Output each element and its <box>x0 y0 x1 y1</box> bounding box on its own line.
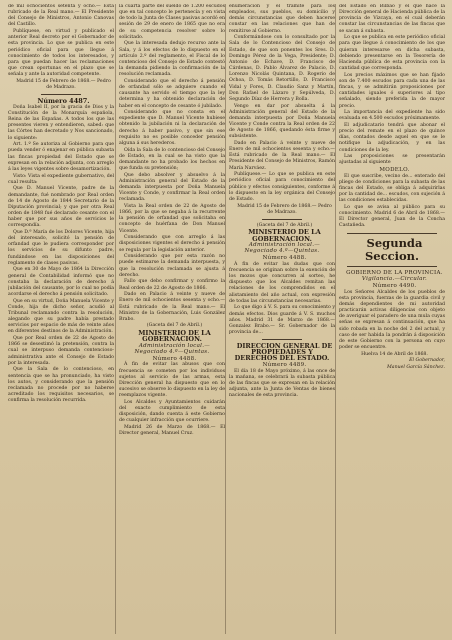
divider <box>347 266 437 267</box>
col4-modelo: MODELO. <box>379 167 410 174</box>
col4-gob: GOBIERNO DE LA PROVINCIA. <box>346 269 443 276</box>
col2-body-1: la cuarta parte del sueldo de 1.200 escudos que en tal concepto le pertenecía y en vista de todo la Junta de Clases pasivas acordó en sesión de 29 de enero de 1865 que no era de su competencia resolver sobre lo solicitado. <box>119 4 225 40</box>
col1-body-9: Que la Sala de lo contencioso, en sentencia que se ha pronunciado, ha visto los autos, y considerando que la pensión reclamada no procede por no haberse acreditado los requisitos necesarios, se confirma la resolución recurrida. <box>8 367 114 404</box>
col3-body-4: Dado en Palacio á veinte y nueve de Enero de mil ochocientos sesenta y ocho.— Está rubricado de la Real mano.— El Presidente del Consejo de Ministros, Ramón María Narváez. <box>229 140 335 171</box>
col3-gaceta: (Gaceta del 7 de Abril.) <box>256 222 313 228</box>
col2-subhead: Administración local.— Negociado 4.º—Quintas. <box>134 342 211 356</box>
col4-sign-2: Manuel García Sánchez. <box>387 364 445 370</box>
divider <box>41 94 81 95</box>
col4-modelo-1: El que suscribe, vecino de... enterado del pliego de condiciones para la subasta de las fincas del Estado, se obliga á adquirirlas por la cantidad de... escudos, con sujeción á las condiciones establecidas. <box>339 173 445 204</box>
col3-body-1: enumeración y el trámite para los empleados, sus pueblos, su domicilio y demás circunstancias que deben hacerse constar en las relaciones que han de remitirse al Gobierno. <box>229 4 335 34</box>
col1-body-7: Que en su virtud, Doña Manuela Vicente y Conde, hija de dicho señor, acudió al Tribunal reclamando contra la resolución, alegando que su padre había prestado servicios por espacio de más de veinte años en diferentes destinos de la Administración. <box>8 298 114 335</box>
col3-body3-1: El día 18 de Mayo próximo, á las once de la mañana, se celebrará la subasta pública de las fincas que se expresan en la relación adjunta, ante la Junta de Ventas de bienes nacionales de esta provincia. <box>229 368 335 399</box>
column-rule <box>335 4 336 634</box>
col4-top-5: El adjudicatario tendrá que abonar el precio del remate en el plazo de quince días, contados desde aquel en que se le notifique la adjudicación, y en las condiciones de la ley. <box>339 122 445 153</box>
col1-top-2: Publíquese, en virtud y publicado el anterior Real decreto por el Gobernador de esta provincia. Lo que se publica en este periódico oficial para que llegue á conocimiento de todos los interesados, y para que puedan hacer las reclamaciones que crean oportunas en el plazo que se señala y ante la autoridad competente. <box>8 29 114 78</box>
col3-body-5: Publíquese.— Lo que se publica en este periódico oficial para conocimiento del público y efectos consiguientes, conforme á lo dispuesto en la ley orgánica del Consejo de Estado. <box>229 172 335 202</box>
col2-body-9: Considerando que por esta razón no puede estimarse la demanda interpuesta, y que la resolución reclamada se ajusta á derecho. <box>119 254 225 278</box>
col1-body-1: Doña Isabel II, por la gracia de Dios y la Constitución de la Monarquía española, Reina de las Españas. A todos los que las presentes vieren y entendieren, sabed: que las Córtes han decretado y Nos sancionado, lo siguiente: <box>8 104 114 141</box>
col3-body-3: Vengo en dar por absuelta á la Administración general del Estado de la demanda interpuesta por Doña Manuela Vicente y Conde contra la Real orden de 22 de Agosto de 1866, quedando ésta firme y subsistente. <box>229 103 335 140</box>
col2-gaceta: (Gaceta del 7 de Abril.) <box>146 323 203 329</box>
col2-body2-3: Madrid 26 de Marzo de 1868.— El Director general, Manuel Cruz. <box>119 424 225 437</box>
col2-body-4: Considerando que no consta en el expediente que D. Manuel Vicente hubiese obtenido la jubilación ni la declaración de derecho á haber pasivo, y que sin ese requisito no es posible conceder pensión alguna á sus herederos. <box>119 110 225 146</box>
col4-top-4: La importancia del expediente ha sido evaluada en 4.500 escudos próximamente. <box>339 110 445 122</box>
col4-body-2: Huelva 14 de Abril de 1868. <box>361 351 428 357</box>
divider <box>347 233 437 234</box>
col4-top-6: Las proposiciones se presentarán ajustadas al siguiente <box>339 154 445 166</box>
col4-body-1: Los Señores Alcaldes de los pueblos de esta provincia, fuerzas de la guardia civil y demás dependientes de mi autoridad practicarán activas diligencias con objeto de averiguar el paradero de una mula cuyas señas se expresan á continuación, que ha sido robada en la noche del 2 del actual, y caso de ser habida la pondrán á disposición de este Gobierno con la persona en cuyo poder se encuentre. <box>339 289 445 350</box>
col4-top-3: Los precios máximos que se han fijado son de 7.400 escudos para cada una de las fincas, y se admitirán proposiciones por cantidades iguales ó superiores al tipo señalado, siendo preferida la de mayor precio. <box>339 72 445 109</box>
col4-sign-1: El Gobernador, <box>409 358 445 364</box>
col3-body2-2: Lo que digo á V. S. para su conocimiento y demás efectos. Dios guarde á V. S. muchos años. Madrid 31 de Marzo de 1868.— Gonzalez Brabo.— Sr. Gobernador de la provincia de... <box>229 305 335 335</box>
col1-top-1: de mil ochocientos setenta y ocho.— Esta rubricado de la Real mano.— El Presidente del Consejo de Ministros, Antonio Canovas del Castillo. <box>8 4 114 28</box>
col2-body-8: Considerando que con arreglo á las disposiciones vigentes el derecho á pensión se regula por la legislación anterior. <box>119 235 225 253</box>
column-4 <box>339 4 445 636</box>
col3-num: Número 4488. <box>262 255 307 262</box>
col3-body-2: Conformándose con lo consultado por la Sala de lo Contencioso del Consejo de Estado, de que son ponentes los Sres. D. Domingo Pérez de la Vega, Presidente; D. Antonio de Echave, D. Francisco de Cárdenas, D. Pablo Álvarez de Palacio, D. Lorenzo Nicolás Quintana, D. Rogerio de Ochoa, D. Tomás Retortillo, D. Francisco Vidal y Fores, D. Claudio Sanz y Martín, Don Rafael de Lázaro y Sepúlveda, D. Segundo Díaz de Herrera y Bolla. <box>229 35 335 102</box>
col1-body-6: Que en 30 de Mayo de 1864 la Dirección general de Contabilidad informó que no constaba la declaración de derecho á jubilación del causante, por lo cual no podía acordarse el derecho á pensión solicitado. <box>8 267 114 298</box>
col1-heading: Número 4487. <box>37 97 90 106</box>
col1-top-3: Madrid 15 de Febrero de 1868.— Pedro de Madrazo. <box>16 78 111 91</box>
col4-section-title: Segunda Seccion. <box>364 235 423 263</box>
col3-subhead: Administración local.— Negociado 4.º—Quintas. <box>244 242 321 255</box>
col2-num: Número 4488. <box>152 355 197 362</box>
col2-body-5: Oída la Sala de lo contencioso del Consejo de Estado, en la cual se ha visto que la demandante no ha probado los hechos en que funda su pretensión; <box>119 147 225 172</box>
col2-body-3: Considerando que el derecho á pensión de orfandad sólo se adquiere cuando el causante ha servido el tiempo que la ley determina y ha obtenido declaración de haber en el concepto de cesante ó jubilado. <box>119 78 225 109</box>
col4-modelo-2: Lo que se avisa al público para su conocimiento. Madrid 6 de Abril de 1868.— El Director general, Juan de la Concha Castañeda. <box>339 205 445 229</box>
col2-body-10: Fallo que debo confirmar y confirmo la Real orden de 22 de Agosto de 1866. <box>119 279 225 291</box>
col2-body-2: Que la interesada dedujo recurso ante la Sala, y á los efectos de lo dispuesto en el artículo 2.º del reglamento, el Fiscal de lo contencioso del Consejo de Estado contestó la demanda pidiendo la confirmación de la resolución reclamada. <box>119 41 225 78</box>
col3-body-6: Madrid 15 de Febrero de 1868.— Pedro de Madrazo. <box>237 203 332 215</box>
column-rule <box>115 4 116 634</box>
col4-num: Número 4490. <box>372 282 417 289</box>
col4-top-2: Lo que se publica en este periódico oficial para que llegue á conocimiento de los que quieran interesarse en dicha subasta, debiendo presentarse en la Tesorería de Hacienda pública de esta provincia con la cantidad que corresponda. <box>339 35 445 72</box>
divider <box>262 219 302 220</box>
col2-body-7: Vista la Real orden de 22 de Agosto de 1866, por la que se negaba á la recurrente la pensión de orfandad que solicitaba en concepto de huérfana de Don Manuel Vicente. <box>119 204 225 234</box>
col2-body2-1: Á fin de evitar las abusos que con frecuencia se cometen por los individuos sujetos al servicio de las armas, esta Dirección general ha dispuesto que en lo sucesivo se observe lo dispuesto en la ley de reemplazos vigente. <box>119 362 225 399</box>
col4-vig: Vigilancia.—Circular. <box>361 276 428 283</box>
col3-body2-1: Á fin de evitar las dudas que con frecuencia se originan sobre la exención de los mozos que concurren al sorteo, he dispuesto que los Alcaldes remitan las relaciones de los comprendidos en el alistamiento del año actual, con expresión de todas las circunstancias necesarias. <box>229 261 335 304</box>
col3-ministry: MINISTERIO DE LA GOBERNACION. <box>248 228 321 243</box>
column-3 <box>229 4 335 636</box>
column-rule <box>225 4 226 634</box>
col4-top-1: del Estado en Bilbao y el que hace la Dirección general de Hacienda pública de la provincia de Vizcaya, en el cual deberán constar las circunstancias de las fincas que se sacan á subasta. <box>339 4 445 34</box>
col2-body-11: Dado en Palacio á veinte y nueve de Enero de mil ochocientos sesenta y ocho.— Está rubricado de la Real mano.— El Ministro de la Gobernación, Luis González Brabo. <box>119 292 225 322</box>
col2-ministry: MINISTERIO DE LA GOBERNACION. <box>138 329 211 344</box>
col2-body2-2: Los Alcaldes y Ayuntamientos cuidarán del exacto cumplimiento de esta disposición, dando cuenta á este Gobierno de cualquier infracción que ocurriere. <box>119 399 225 424</box>
col3-dir: DIRECCION GENERAL DE PROPIEDADES Y DERECHOS DEL ESTADO. <box>234 342 333 363</box>
column-1 <box>8 4 114 636</box>
column-2 <box>119 4 225 636</box>
col1-body-3: Visto: Vista el expediente gubernativo, del cual resulta: <box>8 173 114 185</box>
col3-num2: Número 4489. <box>262 362 307 369</box>
col1-body-8: Que por Real orden de 22 de Agosto de 1866 se desestimó la pretensión, contra la cual se interpuso demanda contencioso-administrativa ante el Consejo de Estado por la interesada. <box>8 336 114 366</box>
divider <box>262 339 302 340</box>
col2-body-6: Que debo absolver y absuelvo á la Administración general del Estado de la demanda interpuesta por Doña Manuela Vicente y Conde, y confirmar la Real orden reclamada. <box>119 172 225 203</box>
col1-body-4: Que D. Manuel Vicente, padre de la demandante, fué nombrado por Real orden de 14 de Agosto de 1844 Secretario de la Diputación provincial; y que por otra Real orden de 1848 fué declarado cesante con el haber que por sus años de servicios le correspondía. <box>8 186 114 229</box>
col1-body-5: Que D.ª María de los Dolores Vicente, hija del interesado, solicitó la pensión de orfandad que le pudiera corresponder por los servicios de su difunto padre, fundándose en las disposiciones del reglamento de clases pasivas. <box>8 229 114 266</box>
col1-body-2: Art. 1.º Se autoriza al Gobierno para que pueda vender ó enajenar en pública subasta las fincas propiedad del Estado que se expresan en la relación adjunta, con arreglo á las leyes vigentes sobre desamortización. <box>8 142 114 172</box>
